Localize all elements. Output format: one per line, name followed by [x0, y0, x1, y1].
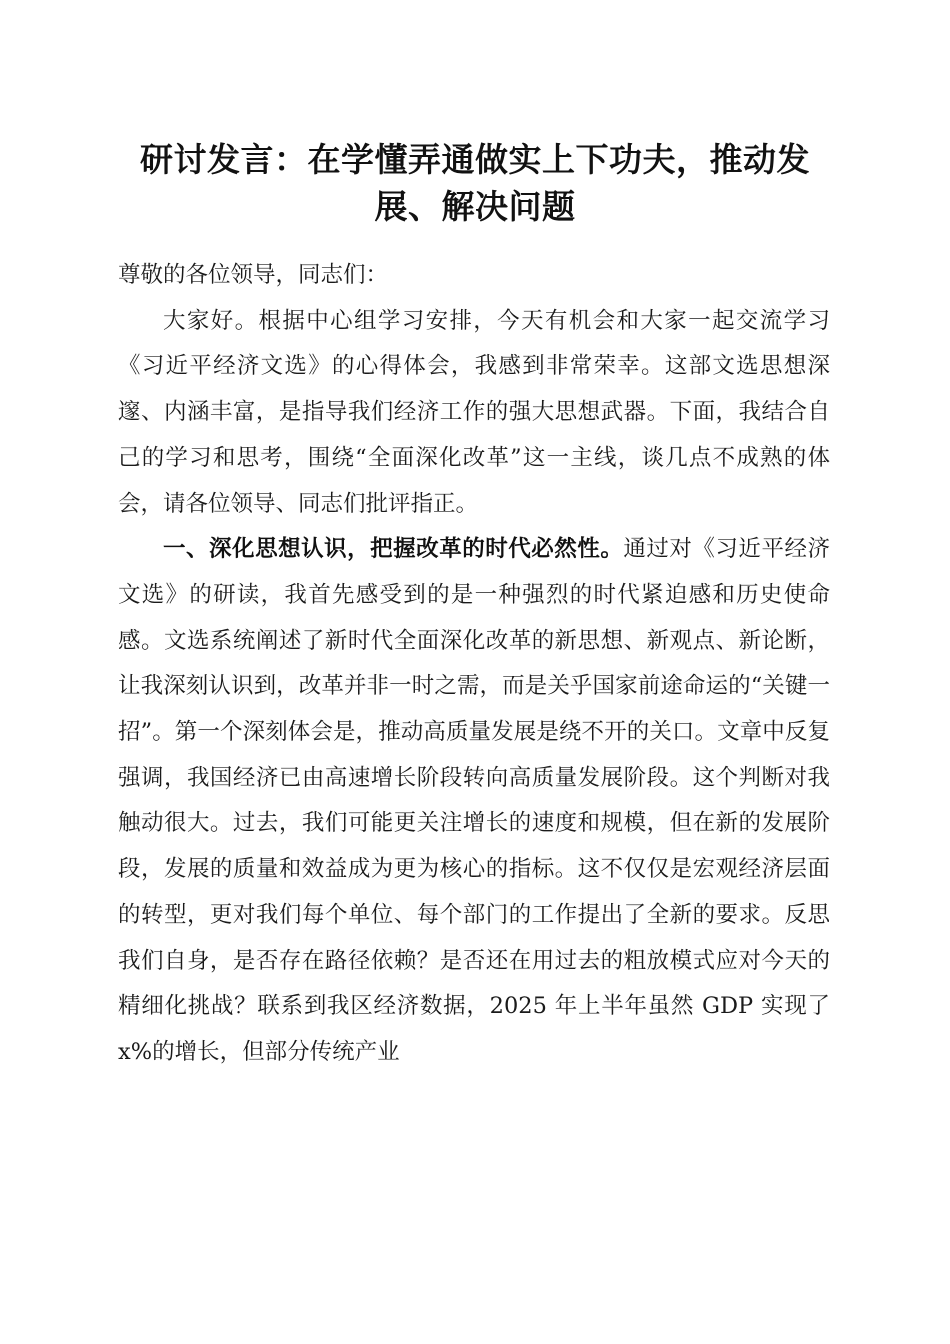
- salutation: 尊敬的各位领导，同志们：: [118, 262, 389, 288]
- section-one-heading: 一、深化思想认识，把握改革的时代必然性。: [163, 536, 624, 563]
- document-body: [118, 253, 830, 1076]
- document-title: 研讨发言：在学懂弄通做实上下功夫，推动发展、解决问题: [140, 140, 810, 226]
- paragraph-opening-text: 大家好。根据中心组学习安排，今天有机会和大家一起交流学习《习近平经济文选》的心得体会，我感到非常荣幸。这部文选思想深邃、内涵丰富，是指导我们经济工作的强大思想武器。下面，我结合自己的学习和思考，围绕“全面深化改革”这一主线，谈几点不成熟的体会，请各位领导、同志们批评指正。: [118, 307, 830, 517]
- paragraph-section-one: [118, 527, 830, 1075]
- paragraph-opening: [118, 299, 830, 528]
- section-one-text: 通过对《习近平经济文选》的研读，我首先感受到的是一种强烈的时代紧迫感和历史使命感。文选系统阐述了新时代全面深化改革的新思想、新观点、新论断，让我深刻认识到，改革并非一时之需，而是关乎国家前途命运的“关键一招”。第一个深刻体会是，推动高质量发展是绕不开的关口。文章中反复强调，我国经济已由高速增长阶段转向高质量发展阶段。这个判断对我触动很大。过去，我们可能更关注增长的速度和规模，但在新的发展阶段，发展的质量和效益成为更为核心的指标。这不仅仅是宏观经济层面的转型，更对我们每个单位、每个部门的工作提出了全新的要求。反思我们自身，是否存在路径依赖？是否还在用过去的粗放模式应对今天的精细化挑战？联系到我区经济数据，2025 年上半年虽然 GDP 实现了 x%的增长，但部分传统产业: [118, 536, 830, 1065]
